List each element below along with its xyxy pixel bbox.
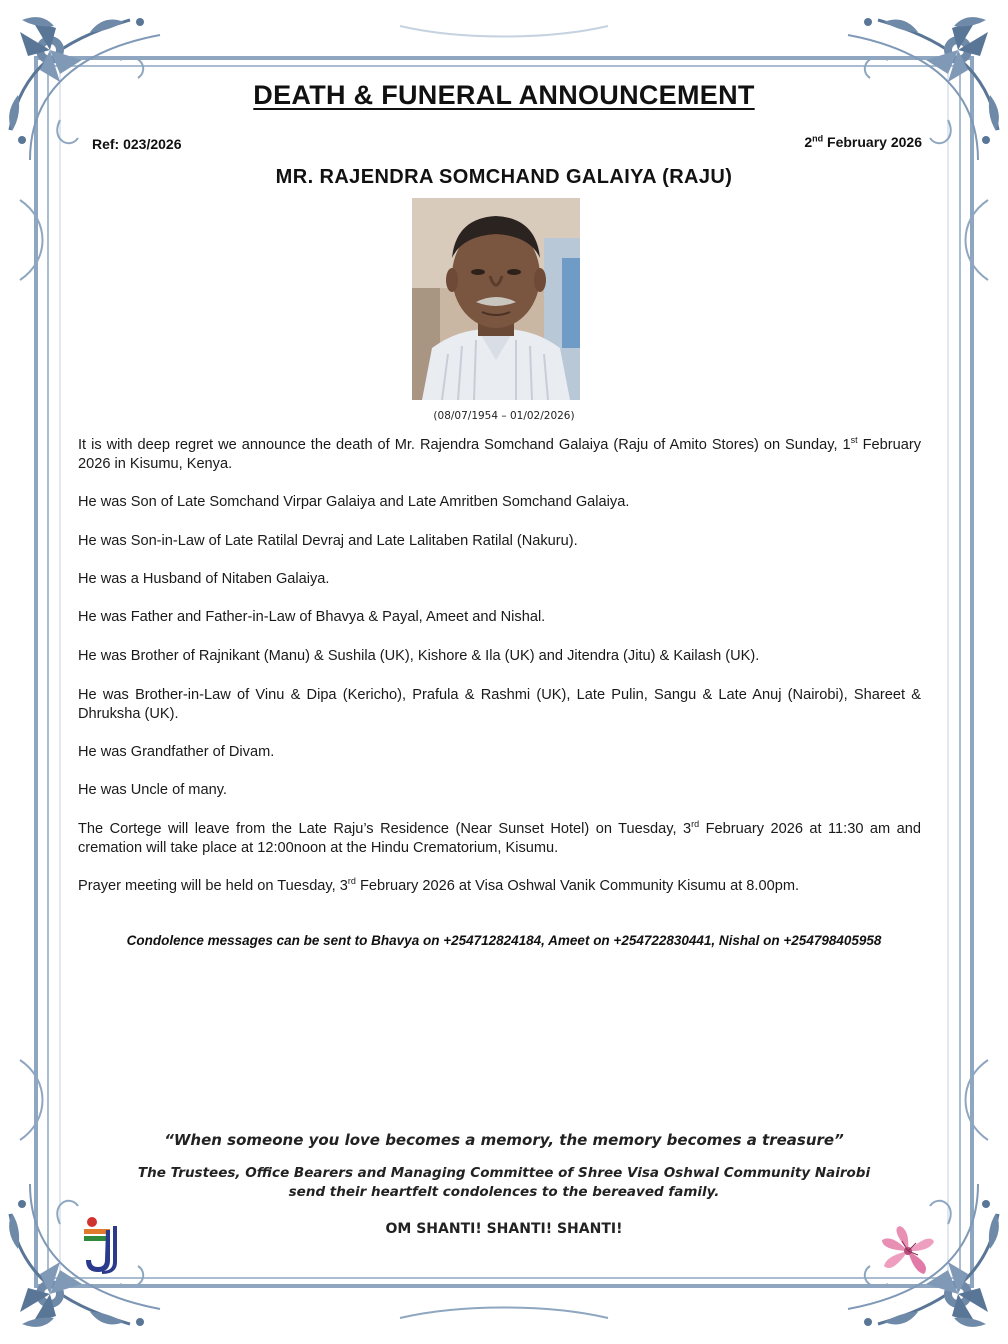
paragraph-text: February 2026 in Kisumu, Kenya. [78, 437, 921, 472]
trustees-line: The Trustees, Office Bearers and Managing Committee of Shree Visa Oshwal Community Nairobi [137, 1165, 871, 1181]
paragraph-siblings-in-law: He was Brother-in-Law of Vinu & Dipa (Kericho), Prafula & Rashmi (UK), Late Pulin, Sangu & Late Anuj (Nairobi), Shareet & Dhruksha (UK). [78, 687, 921, 722]
community-logo-icon [80, 1216, 120, 1274]
deceased-name: MR. RAJENDRA SOMCHAND GALAIYA (RAJU) [275, 166, 733, 188]
paragraph-death-notice [78, 436, 921, 473]
om-shanti: OM SHANTI! SHANTI! SHANTI! [385, 1221, 623, 1237]
paragraph-grandchildren: He was Grandfather of Divam. [78, 744, 275, 760]
portrait-photo [412, 198, 580, 400]
paragraph-siblings: He was Brother of Rajnikant (Manu) & Sushila (UK), Kishore & Ila (UK) and Jitendra (Jitu) & Kailash (UK). [78, 648, 760, 664]
lifespan-dates: (08/07/1954 – 01/02/2026) [433, 410, 575, 422]
paragraph-spouse: He was a Husband of Nitaben Galaiya. [78, 571, 330, 587]
page-title: DEATH & FUNERAL ANNOUNCEMENT [253, 80, 755, 110]
paragraph-prayer-meeting [78, 877, 921, 896]
paragraph-children: He was Father and Father-in-Law of Bhavya & Payal, Ameet and Nishal. [78, 609, 546, 625]
date-suffix: nd [812, 133, 824, 144]
paragraph-in-laws: He was Son-in-Law of Late Ratilal Devraj and Late Lalitaben Ratilal (Nakuru). [78, 533, 578, 549]
condolence-contacts: Condolence messages can be sent to Bhavya on +254712824184, Ameet on +254722830441, Nishal on +254798405958 [126, 933, 882, 948]
paragraph-text: February 2026 at 11:30 am and cremation will take place at 12:00noon at the Hindu Crematorium, Kisumu. [78, 821, 922, 856]
pink-lily-icon [880, 1224, 936, 1278]
paragraph-text: The Cortege will leave from the Late Raju’s Residence (Near Sunset Hotel) on Tuesday, 3 [78, 821, 692, 837]
ordinal-suffix: st [850, 435, 858, 446]
paragraph-uncle: He was Uncle of many. [78, 782, 227, 798]
memorial-quote: “When someone you love becomes a memory, the memory becomes a treasure” [164, 1131, 844, 1149]
paragraph-parents: He was Son of Late Somchand Virpar Galaiya and Late Amritben Somchand Galaiya. [78, 494, 630, 510]
paragraph-cortege [78, 820, 921, 857]
ordinal-suffix: rd [347, 876, 356, 887]
date-rest: February 2026 [823, 134, 922, 150]
ordinal-suffix: rd [691, 819, 700, 830]
paragraph-text: February 2026 at Visa Oshwal Vanik Community Kisumu at 8.00pm. [355, 878, 800, 894]
paragraph-text: It is with deep regret we announce the death of Mr. Rajendra Somchand Galaiya (Raju of Amito Stores) on Sunday, 1 [78, 437, 851, 453]
trustees-message [0, 1164, 1008, 1202]
date-day: 2 [804, 134, 813, 150]
paragraph-text: Prayer meeting will be held on Tuesday, 3 [78, 878, 348, 894]
announcement-date [804, 134, 922, 150]
reference-number: Ref: 023/2026 [92, 136, 182, 152]
trustees-line: send their heartfelt condolences to the bereaved family. [288, 1184, 720, 1200]
